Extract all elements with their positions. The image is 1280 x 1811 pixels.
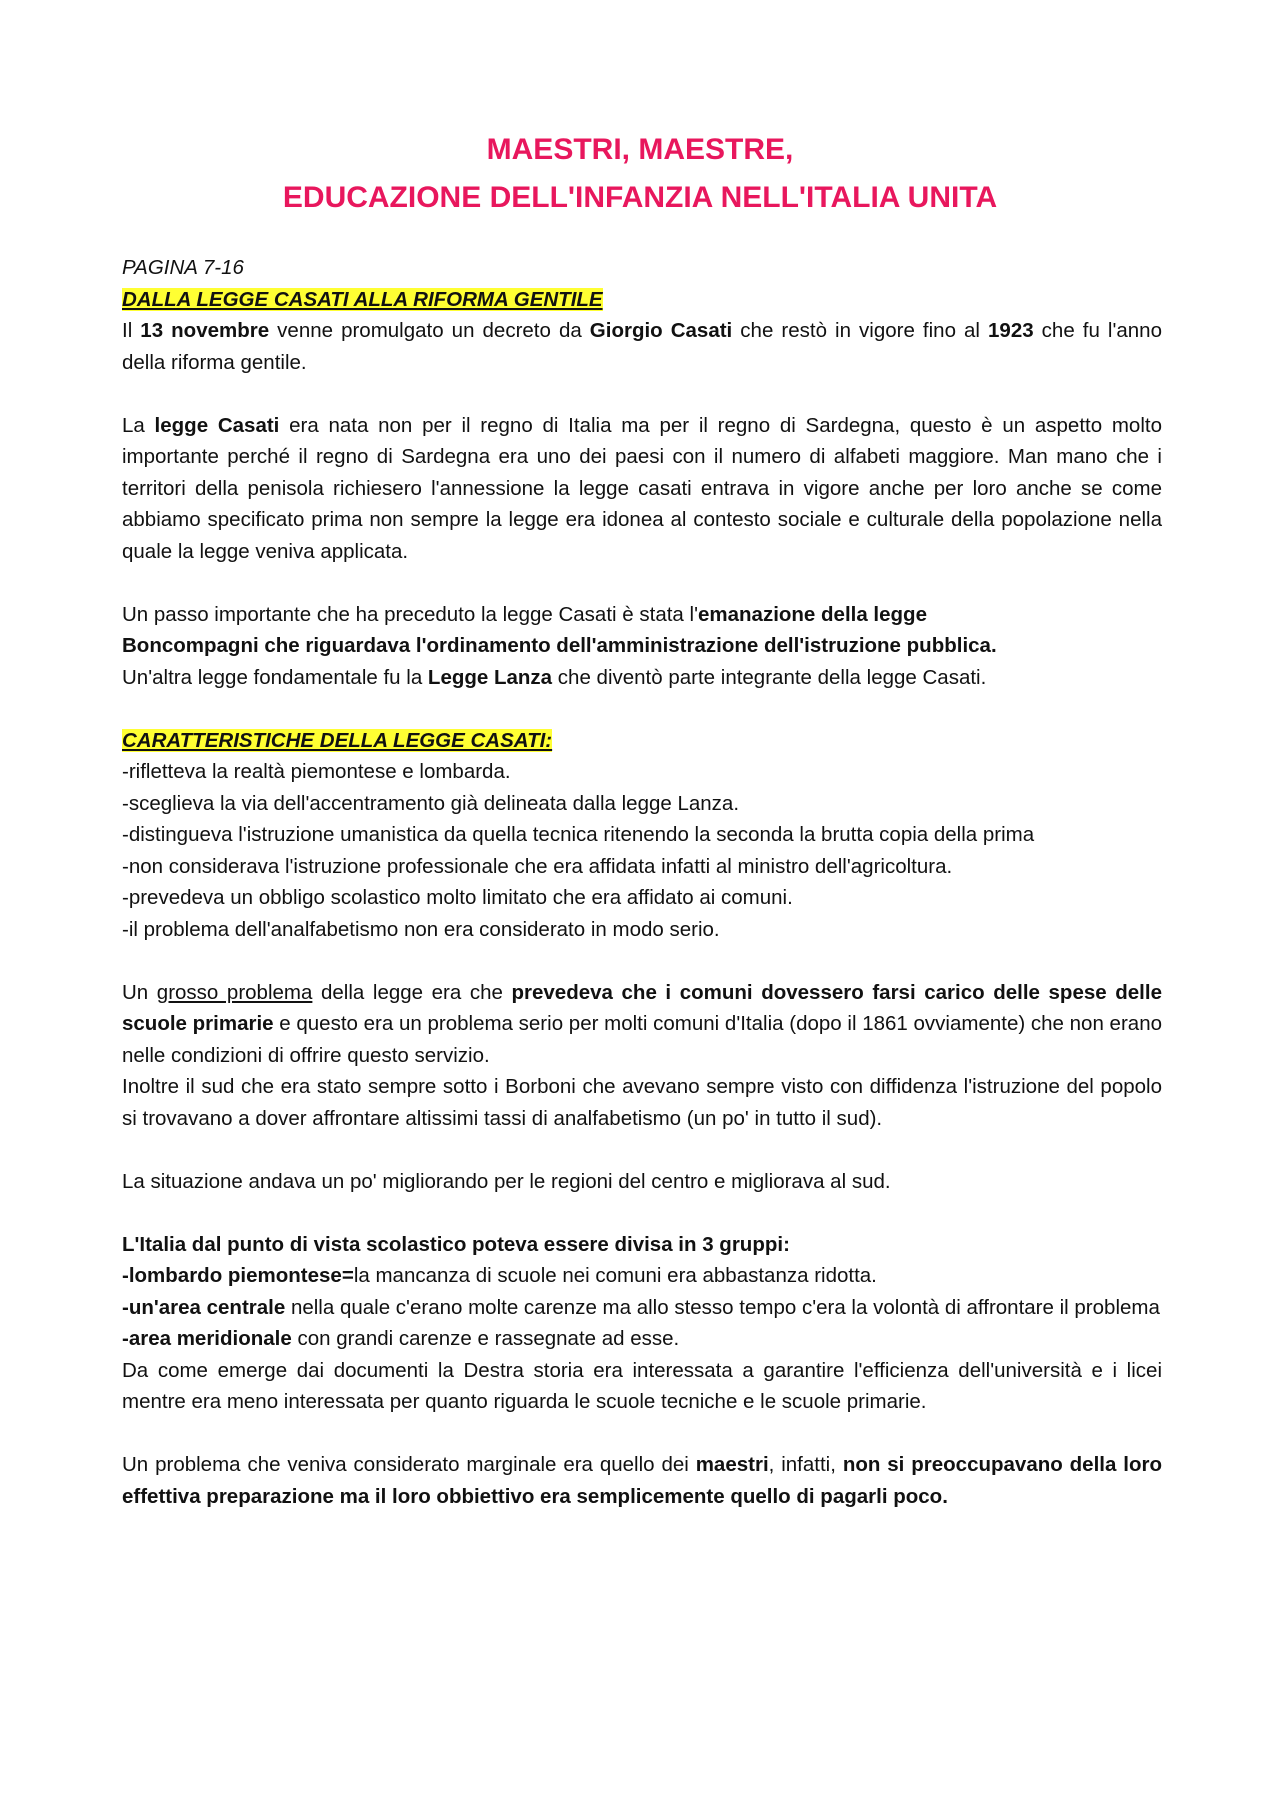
characteristics-list	[122, 756, 1162, 945]
highlighted-heading: CARATTERISTICHE DELLA LEGGE CASATI:	[122, 728, 553, 752]
section-heading-caratteristiche	[122, 725, 1162, 757]
title-line-2: EDUCAZIONE DELL'INFANZIA NELL'ITALIA UNITA	[282, 181, 998, 214]
group-item: -lombardo piemontese=la mancanza di scuole nei comuni era abbastanza ridotta.	[122, 1264, 877, 1287]
paragraph-situazione: La situazione andava un po' migliorando per le regioni del centro e migliorava al sud.	[122, 1169, 891, 1193]
paragraph-legge-lanza: Un'altra legge fondamentale fu la Legge Lanza che diventò parte integrante della legge Casati.	[122, 665, 987, 689]
section-heading-casati-gentile	[122, 284, 1162, 316]
list-item: -sceglieva la via dell'accentramento già delineata dalla legge Lanza.	[122, 791, 740, 815]
highlighted-heading: DALLA LEGGE CASATI ALLA RIFORMA GENTILE	[122, 287, 603, 311]
groups-heading: L'Italia dal punto di vista scolastico poteva essere divisa in 3 gruppi:	[122, 1232, 790, 1256]
paragraph-destra-storica: Da come emerge dai documenti la Destra storia era interessata a garantire l'efficienza dell'università e i licei mentre era meno interessata per quanto riguarda le scuole tecniche e le scuole primarie.	[122, 1358, 1162, 1413]
paragraph-boncompagni: Un passo importante che ha preceduto la legge Casati è stata l'emanazione della legge	[122, 602, 927, 626]
document-body	[122, 252, 1162, 1512]
paragraph-legge-casati: La legge Casati era nata non per il regno di Italia ma per il regno di Sardegna, questo è un aspetto molto importante perché il regno di Sardegna era uno dei paesi con il numero di alfabeti maggiore. Man mano che i territori della penisola richiesero l'annessione la legge casati entrava in vigore anche per loro anche se come abbiamo specificato prima non sempre la legge era idonea al contesto sociale e culturale della popolazione nella quale la legge veniva applicata.	[122, 413, 1162, 563]
paragraph-boncompagni-cont: Boncompagni che riguardava l'ordinamento dell'amministrazione dell'istruzione pubblica.	[122, 634, 997, 657]
title-line-1: MAESTRI, MAESTRE,	[486, 133, 794, 166]
list-item: -prevedeva un obbligo scolastico molto limitato che era affidato ai comuni.	[122, 886, 793, 909]
paragraph-decreto: Il 13 novembre venne promulgato un decreto da Giorgio Casati che restò in vigore fino al 1923 che fu l'anno della riforma gentile.	[122, 319, 1162, 374]
list-item: -distingueva l'istruzione umanistica da quella tecnica ritenendo la seconda la brutta copia della prima	[122, 823, 1035, 846]
list-item: -non considerava l'istruzione professionale che era affidata infatti al ministro dell'agricoltura.	[122, 854, 953, 878]
document-title	[0, 126, 1280, 222]
paragraph-sud: Inoltre il sud che era stato sempre sotto i Borboni che avevano sempre visto con diffidenza l'istruzione del popolo si trovavano a dover affrontare altissimi tassi di analfabetismo (un po' in tutto il sud).	[122, 1075, 1162, 1130]
list-item: -rifletteva la realtà piemontese e lombarda.	[122, 760, 511, 783]
paragraph-grosso-problema: Un grosso problema della legge era che prevedeva che i comuni dovessero farsi carico delle spese delle scuole primarie e questo era un problema serio per molti comuni d'Italia (dopo il 1861 ovviamente) che non erano nelle condizioni di offrire questo servizio.	[122, 980, 1162, 1067]
group-item: -area meridionale con grandi carenze e rassegnate ad esse.	[122, 1327, 680, 1350]
list-item: -il problema dell'analfabetismo non era considerato in modo serio.	[122, 917, 720, 941]
page-reference: PAGINA 7-16	[122, 256, 244, 279]
paragraph-maestri: Un problema che veniva considerato marginale era quello dei maestri, infatti, non si preoccupavano della loro effettiva preparazione ma il loro obbiettivo era semplicemente quello di pagarli poco.	[122, 1453, 1162, 1508]
group-item: -un'area centrale nella quale c'erano molte carenze ma allo stesso tempo c'era la volontà di affrontare il problema	[122, 1295, 1160, 1319]
